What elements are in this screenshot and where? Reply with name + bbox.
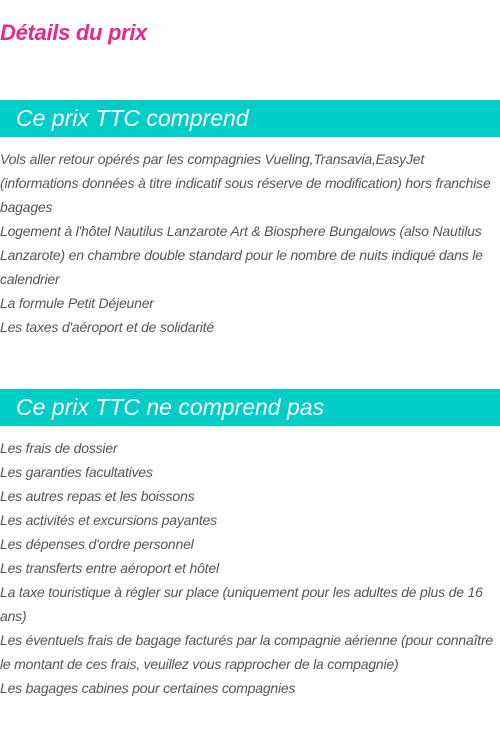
included-item: La formule Petit Déjeuner	[0, 295, 154, 311]
excluded-item: Les autres repas et les boissons	[0, 488, 195, 504]
excluded-item: Les bagages cabines pour certaines compagnies	[0, 680, 296, 696]
included-list	[0, 147, 500, 339]
excluded-item: Les éventuels frais de bagage facturés par la compagnie aérienne (pour connaître le montant de ces frais, veuillez vous rapprocher de la compagnie)	[0, 632, 493, 672]
page-title: Détails du prix	[0, 20, 148, 45]
included-item: Les taxes d'aéroport et de solidarité	[0, 319, 214, 335]
excluded-item: Les dépenses d'ordre personnel	[0, 536, 194, 552]
excluded-item: La taxe touristique à régler sur place (uniquement pour les adultes de plus de 16 ans)	[0, 584, 483, 624]
excluded-section-heading: Ce prix TTC ne comprend pas	[0, 389, 500, 426]
included-item: Logement à l'hôtel Nautilus Lanzarote Art & Biosphere Bungalows (also Nautilus Lanzarote) en chambre double standard pour le nombre de nuits indiqué dans le calendrier	[0, 223, 483, 287]
included-item: Vols aller retour opérés par les compagnies Vueling,Transavia,EasyJet (informations données à titre indicatif sous réserve de modification) hors franchise bagages	[0, 151, 491, 215]
excluded-item: Les frais de dossier	[0, 440, 118, 456]
excluded-list	[0, 436, 500, 700]
excluded-item: Les transferts entre aéroport et hôtel	[0, 560, 219, 576]
excluded-item: Les garanties facultatives	[0, 464, 153, 480]
excluded-item: Les activités et excursions payantes	[0, 512, 217, 528]
included-section-heading: Ce prix TTC comprend	[0, 100, 500, 137]
